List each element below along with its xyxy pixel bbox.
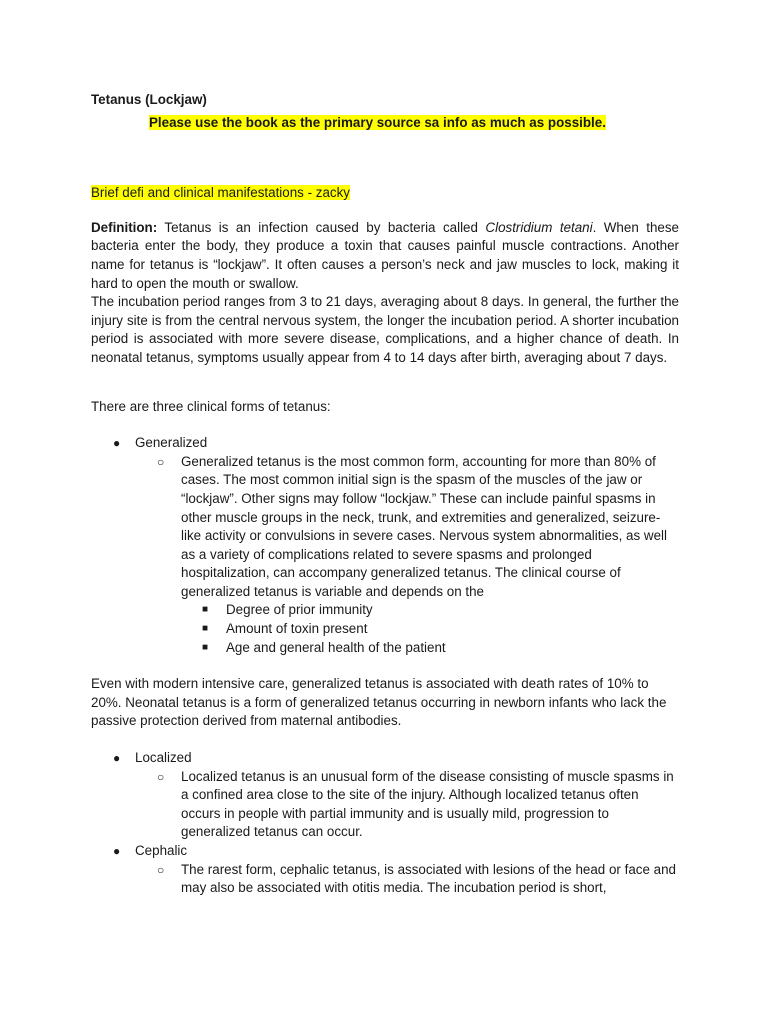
localized-description: Localized tetanus is an unusual form of the disease consisting of muscle spasms in a confined area close to the site of the injury. Although localized tetanus often occurs in people with partial immunity and is usually mild, progression to generalized tetanus can occur. xyxy=(181,768,674,840)
list-item-generalized xyxy=(91,434,679,453)
factor-text: Age and general health of the patient xyxy=(226,639,446,655)
section-heading xyxy=(91,184,679,203)
notice-line xyxy=(149,114,679,133)
forms-list-cephalic xyxy=(91,842,679,861)
sublist-item-generalized xyxy=(91,453,679,602)
factor-text: Amount of toxin present xyxy=(226,621,368,637)
sublist-item-cephalic xyxy=(91,861,679,898)
highlighted-notice: Please use the book as the primary source sa info as much as possible. xyxy=(149,114,606,130)
circle-bullet-icon: ○ xyxy=(157,769,165,784)
forms-intro: There are three clinical forms of tetanus: xyxy=(91,398,331,414)
forms-list-other xyxy=(91,749,679,768)
bullet-icon: ● xyxy=(113,436,121,451)
form-label-generalized: Generalized xyxy=(135,435,208,451)
localized-sublist xyxy=(91,768,679,842)
list-item-cephalic xyxy=(91,842,679,861)
definition-text-before: Tetanus is an infection caused by bacteria called xyxy=(157,219,486,235)
square-bullet-icon: ■ xyxy=(202,641,209,653)
organism-name: Clostridium tetani xyxy=(485,219,593,235)
form-label-cephalic: Cephalic xyxy=(135,843,188,858)
mortality-paragraph: Even with modern intensive care, generalized tetanus is associated with death rates of 10% to 20%. Neonatal tetanus is a form of generalized tetanus occurring in newborn infants who lack the passive protection derived from maternal antibodies. xyxy=(91,676,667,729)
circle-bullet-icon: ○ xyxy=(157,862,165,877)
bullet-icon: ● xyxy=(113,844,121,858)
section-heading-text: Brief defi and clinical manifestations - zacky xyxy=(91,185,350,201)
list-item xyxy=(91,620,679,639)
generalized-description: Generalized tetanus is the most common form, accounting for more than 80% of cases. The most common initial sign is the spasm of the muscles of the jaw or “lockjaw”. Other signs may follow “lockjaw.” These can include painful spasms in other muscle groups in the neck, trunk, and extremities and generalized, seizure-like activity or convulsions in severe cases. Nervous system abnormalities, as well as a variety of complications related to severe spasms and prolonged hospitalization, can accompany generalized tetanus. The clinical course of generalized tetanus is variable and depends on the xyxy=(181,453,667,599)
list-item-localized xyxy=(91,749,679,768)
factor-list xyxy=(91,601,679,657)
bullet-icon: ● xyxy=(113,751,121,766)
document-body xyxy=(91,91,679,898)
incubation-paragraph: The incubation period ranges from 3 to 21 days, averaging about 8 days. In general, the further the injury site is from the central nervous system, the longer the incubation period. A shorter incubation period is associated with more severe disease, complications, and a higher chance of death. In neonatal tetanus, symptoms usually appear from 4 to 14 days after birth, averaging about 7 days. xyxy=(91,294,679,365)
cephalic-description: The rarest form, cephalic tetanus, is associated with lesions of the head or face and may also be associated with otitis media. The incubation period is short, xyxy=(181,861,676,896)
cephalic-sublist xyxy=(91,861,679,898)
circle-bullet-icon: ○ xyxy=(157,454,165,469)
list-item xyxy=(91,601,679,620)
forms-list-generalized xyxy=(91,434,679,453)
list-item xyxy=(91,639,679,658)
generalized-sublist xyxy=(91,453,679,602)
form-label-localized: Localized xyxy=(135,750,192,766)
sublist-item-localized xyxy=(91,768,679,842)
document-title: Tetanus (Lockjaw) xyxy=(91,92,207,107)
square-bullet-icon: ■ xyxy=(202,623,209,635)
factor-text: Degree of prior immunity xyxy=(226,602,373,618)
square-bullet-icon: ■ xyxy=(202,604,209,616)
definition-text-after: . When these bacteria enter the body, they produce a toxin that causes painful muscle contractions. Another name for tetanus is “lockjaw”. It often causes a person’s neck and jaw muscles to lock, making it hard to open the mouth or swallow. xyxy=(91,219,679,291)
definition-paragraph xyxy=(91,219,679,293)
definition-label: Definition: xyxy=(91,219,158,235)
